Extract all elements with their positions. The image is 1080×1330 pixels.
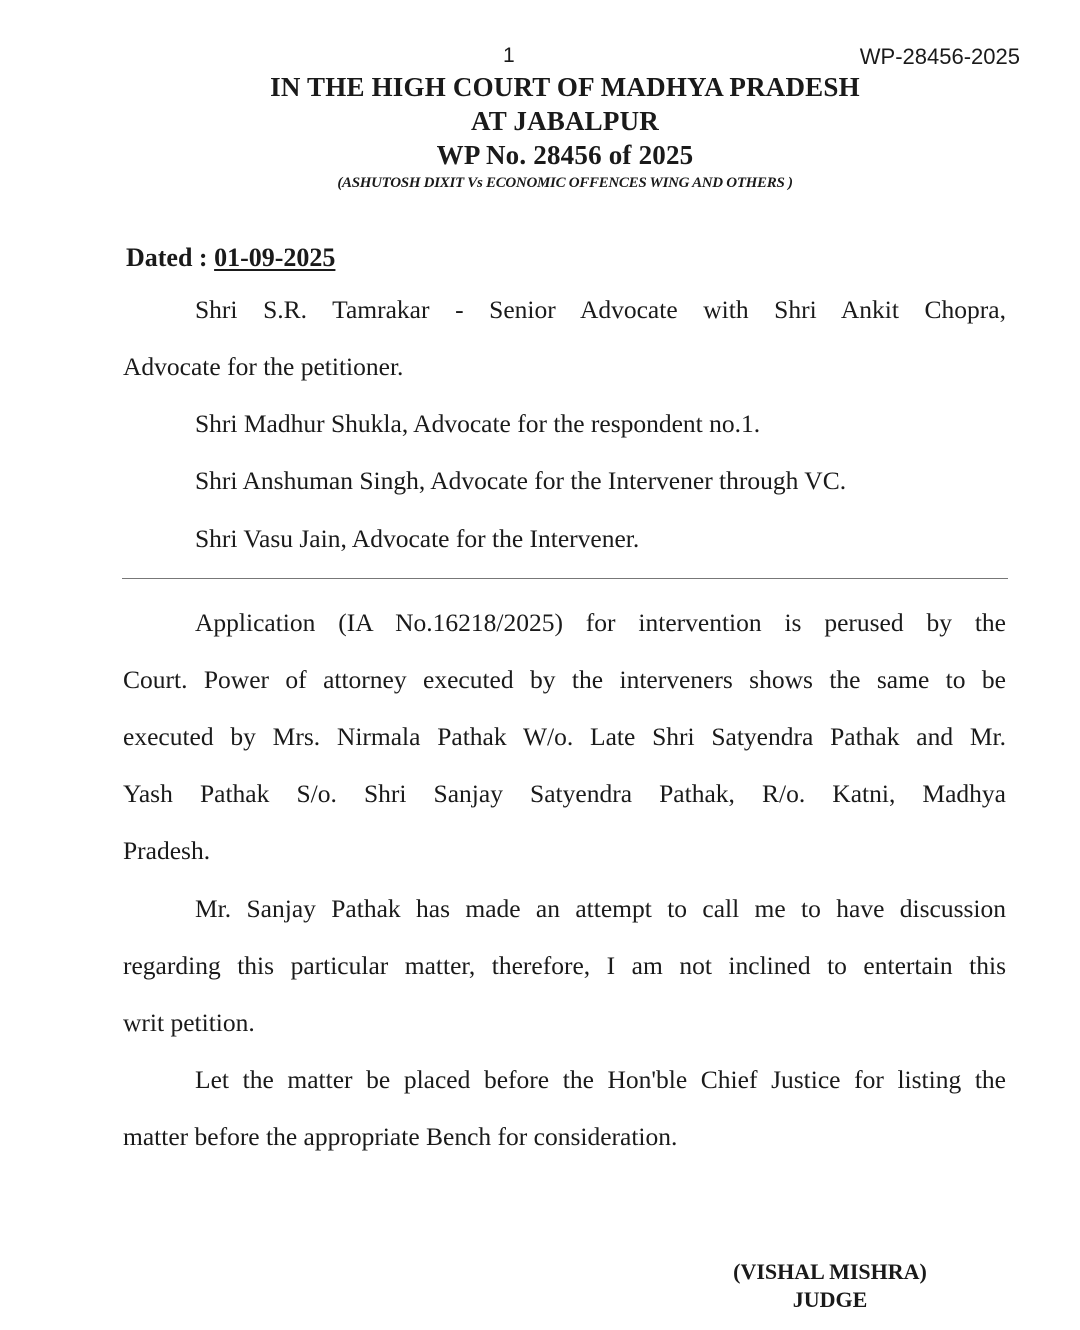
case-parties: (ASHUTOSH DIXIT Vs ECONOMIC OFFENCES WING AND OTHERS ): [337, 175, 793, 191]
order-date-label: Dated :: [126, 243, 215, 272]
court-name: IN THE HIGH COURT OF MADHYA PRADESH: [270, 72, 860, 102]
appearance-respondent: Shri Madhur Shukla, Advocate for the respondent no.1.: [195, 409, 761, 438]
order-line: Let the matter be placed before the Hon'ble Chief Justice for listing the: [195, 1065, 1006, 1094]
section-divider: [122, 578, 1008, 579]
order-line: Yash Pathak S/o. Shri Sanjay Satyendra Pathak, R/o. Katni, Madhya: [123, 779, 1006, 808]
page-number: 1: [503, 44, 515, 67]
order-line: Mr. Sanjay Pathak has made an attempt to call me to have discussion: [195, 894, 1006, 923]
order-line: writ petition.: [123, 1008, 255, 1037]
appearance-intervener-vc: Shri Anshuman Singh, Advocate for the Intervener through VC.: [195, 466, 847, 495]
judge-name: (VISHAL MISHRA): [733, 1259, 927, 1284]
judge-signature-block: [700, 1258, 960, 1314]
order-line: executed by Mrs. Nirmala Pathak W/o. Late Shri Satyendra Pathak and Mr.: [123, 722, 1006, 751]
case-title: WP No. 28456 of 2025: [436, 140, 694, 170]
order-line: Application (IA No.16218/2025) for intervention is perused by the: [195, 608, 1006, 637]
order-line: Pradesh.: [123, 836, 211, 865]
appearance-petitioner-cont: Advocate for the petitioner.: [123, 352, 404, 381]
appearance-petitioner: Shri S.R. Tamrakar - Senior Advocate with Shri Ankit Chopra,: [195, 295, 1006, 324]
case-reference: WP-28456-2025: [859, 44, 1020, 69]
order-date: [126, 243, 335, 273]
court-location: AT JABALPUR: [471, 106, 659, 136]
order-line: matter before the appropriate Bench for consideration.: [123, 1122, 678, 1151]
appearance-intervener: Shri Vasu Jain, Advocate for the Intervener.: [195, 524, 640, 553]
order-date-value: 01-09-2025: [214, 243, 336, 272]
judge-title: JUDGE: [792, 1287, 868, 1312]
order-line: regarding this particular matter, therefore, I am not inclined to entertain this: [123, 951, 1006, 980]
order-line: Court. Power of attorney executed by the interveners shows the same to be: [123, 665, 1006, 694]
